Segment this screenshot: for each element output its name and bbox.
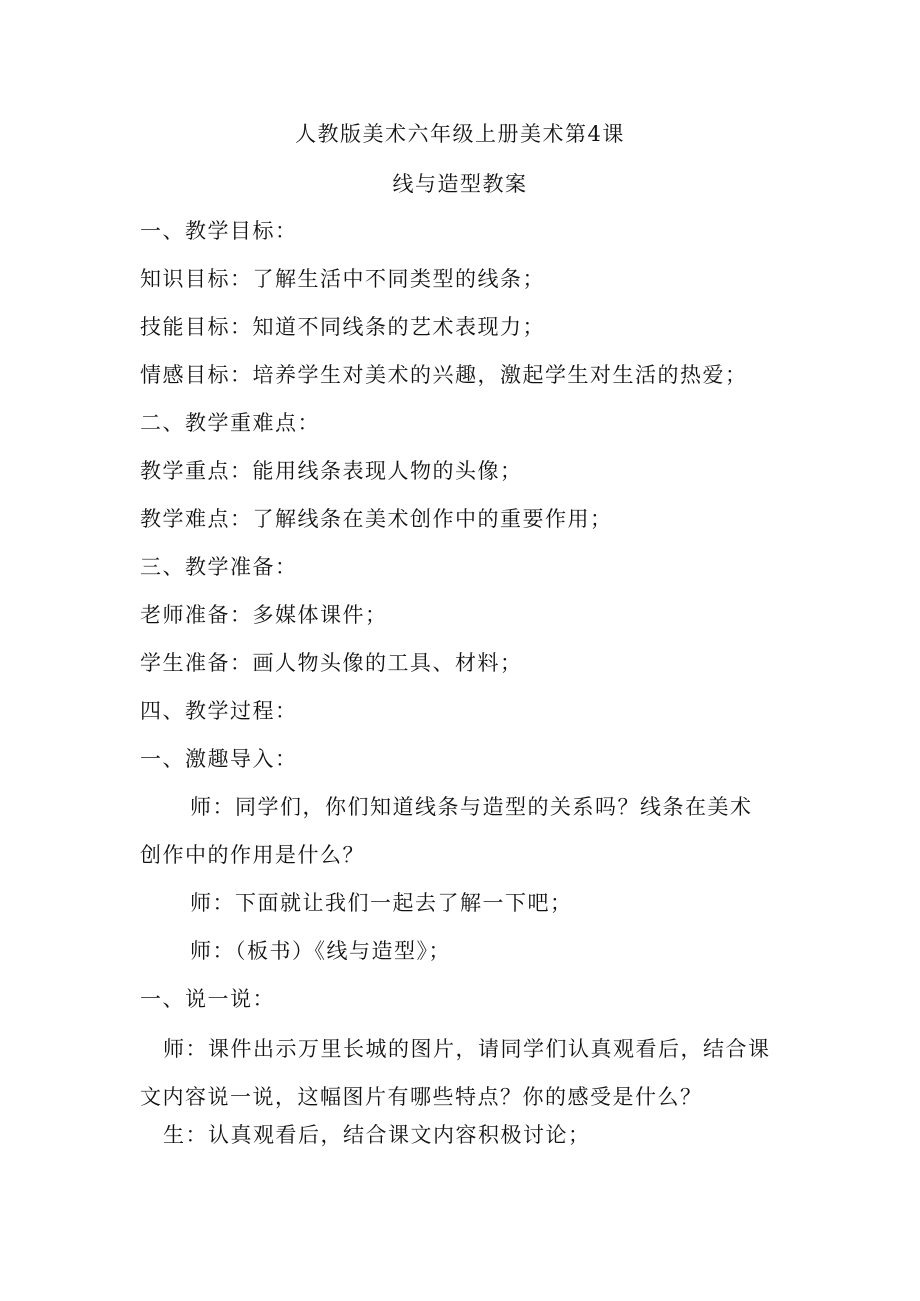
student-preparation: 学生准备：画人物头像的工具、材料； (140, 651, 523, 675)
teaching-difficulty: 教学难点：了解线条在美术创作中的重要作用； (140, 507, 613, 531)
paragraph-line: 师：（板书）《线与造型》； (190, 939, 451, 963)
section-heading-objectives: 一、教学目标： (140, 219, 298, 243)
document-title: 人教版美术六年级上册美术第4课 (295, 122, 625, 146)
knowledge-objective: 知识目标：了解生活中不同类型的线条； (140, 267, 545, 291)
subsection-heading-discuss: 一、说一说： (140, 987, 275, 1011)
section-heading-preparation: 三、教学准备： (140, 555, 298, 579)
section-heading-key-points: 二、教学重难点： (140, 411, 320, 435)
skill-objective: 技能目标：知道不同线条的艺术表现力； (140, 315, 545, 339)
paragraph-line: 创作中的作用是什么？ (140, 843, 365, 867)
document-subtitle: 线与造型教案 (392, 172, 528, 196)
paragraph-line: 师：课件出示万里长城的图片，请同学们认真观看后，结合课 (163, 1037, 771, 1061)
paragraph-line: 文内容说一说，这幅图片有哪些特点？你的感受是什么？ (140, 1085, 703, 1109)
teacher-preparation: 老师准备：多媒体课件； (140, 603, 388, 627)
paragraph-line: 生：认真观看后，结合课文内容积极讨论； (163, 1123, 591, 1147)
section-heading-process: 四、教学过程： (140, 699, 298, 723)
subsection-heading-intro: 一、激趣导入： (140, 747, 298, 771)
paragraph-line: 师：同学们，你们知道线条与造型的关系吗？线条在美术 (190, 795, 753, 819)
emotion-objective: 情感目标：培养学生对美术的兴趣，激起学生对生活的热爱； (140, 363, 748, 387)
teaching-key-point: 教学重点：能用线条表现人物的头像； (140, 459, 523, 483)
paragraph-line: 师：下面就让我们一起去了解一下吧； (190, 891, 573, 915)
